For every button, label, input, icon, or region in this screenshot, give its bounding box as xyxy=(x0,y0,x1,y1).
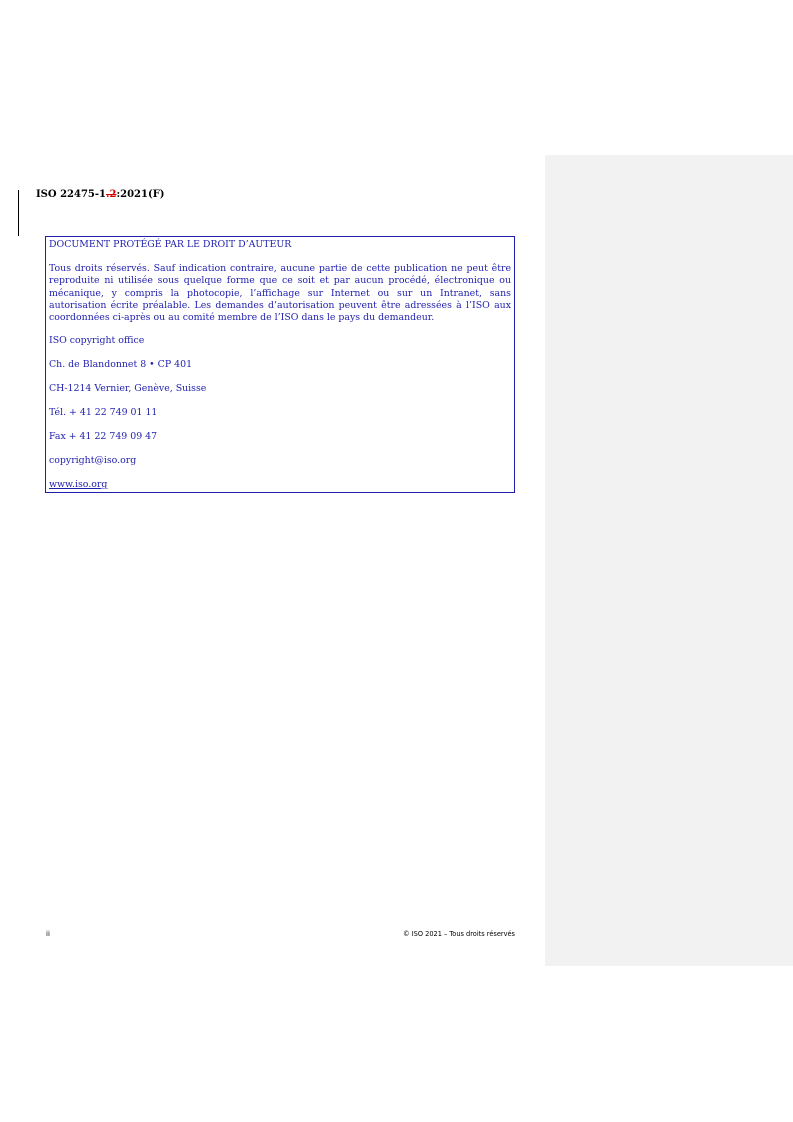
footer-copyright: © ISO 2021 – Tous droits réservés xyxy=(403,930,515,938)
fax-number: Fax + 41 22 749 09 47 xyxy=(49,431,158,443)
change-bar xyxy=(18,190,19,236)
address-line-2: CH-1214 Vernier, Genève, Suisse xyxy=(49,383,207,395)
copyright-title: DOCUMENT PROTÉGÉ PAR LE DROIT D’AUTEUR xyxy=(49,239,292,250)
deleted-revision-text: .2 xyxy=(106,189,117,200)
website-link[interactable]: www.iso.org xyxy=(49,479,108,491)
phone-number: Tél. + 41 22 749 01 11 xyxy=(49,407,158,419)
copyright-office: ISO copyright office xyxy=(49,335,145,347)
document-year: :2021(F) xyxy=(116,189,165,200)
document-header xyxy=(36,189,165,200)
document-id: ISO 22475-1 xyxy=(36,189,106,200)
address-line-1: Ch. de Blandonnet 8 • CP 401 xyxy=(49,359,193,371)
email-address[interactable]: copyright@iso.org xyxy=(49,455,137,467)
copyright-notice-box xyxy=(45,236,515,493)
comment-pane xyxy=(545,155,793,966)
page-number: ii xyxy=(46,930,50,938)
copyright-body: Tous droits réservés. Sauf indication contraire, aucune partie de cette publication ne peut être reproduite ni utilisée sous quelque forme que ce soit et par aucun procédé, électronique ou mécanique, y compris la photocopie, l’affichage sur Internet ou sur un Intranet, sans autorisation écrite préalable. Les demandes d’autorisation peuvent être adressées à l’ISO aux coordonnées ci-après ou au comité membre de l’ISO dans le pays du demandeur. xyxy=(49,263,511,324)
